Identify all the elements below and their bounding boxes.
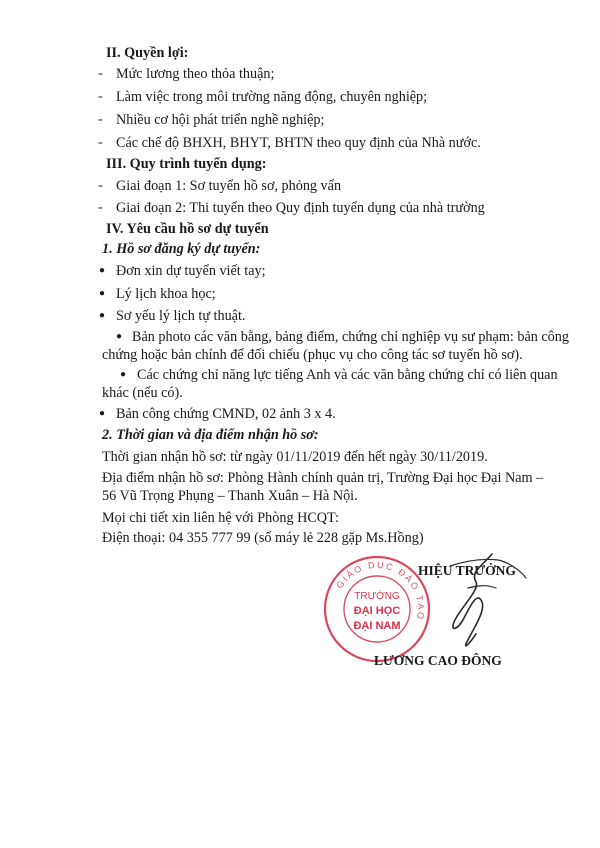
- stamp-ring-text: GIÁO DỤC ĐÀO TẠO: [334, 559, 427, 622]
- section-process-heading: III. Quy trình tuyển dụng:: [106, 156, 267, 172]
- bullet-icon: ●: [120, 369, 127, 380]
- benefit-item: Mức lương theo thỏa thuận;: [116, 66, 275, 82]
- section-requirements-heading: IV. Yêu cầu hồ sơ dự tuyển: [106, 221, 269, 237]
- receive-place-line-2: 56 Vũ Trọng Phụng – Thanh Xuân – Hà Nội.: [102, 488, 358, 504]
- bullet-icon: ●: [116, 331, 123, 342]
- receive-place-line-1: Địa điểm nhận hồ sơ: Phòng Hành chính quản trị, Trường Đại học Đại Nam –: [102, 470, 544, 486]
- requirements-subheading-2: 2. Thời gian và địa điểm nhận hồ sơ:: [102, 427, 319, 443]
- stamp-line-1: TRƯỜNG: [354, 591, 400, 602]
- contact-line: Mọi chi tiết xin liên hệ với Phòng HCQT:: [102, 510, 339, 526]
- dash-icon: -: [98, 135, 103, 150]
- dash-icon: -: [98, 66, 103, 81]
- process-item: Giai đoạn 2: Thi tuyển theo Quy định tuyển dụng của nhà trường: [116, 200, 485, 216]
- requirement-item: Sơ yếu lý lịch tự thuật.: [116, 308, 246, 324]
- requirement-photo-line-1: Bản photo các văn bằng, bảng điểm, chứng chỉ nghiệp vụ sư phạm: bản công: [132, 329, 569, 345]
- stamp-line-2: ĐẠI HỌC: [353, 605, 401, 617]
- requirement-item: Lý lịch khoa học;: [116, 286, 216, 302]
- benefit-item: Các chế độ BHXH, BHYT, BHTN theo quy định của Nhà nước.: [116, 135, 481, 151]
- section-benefits-heading: II. Quyền lợi:: [106, 45, 189, 61]
- benefit-item: Làm việc trong môi trường năng động, chuyên nghiệp;: [116, 89, 428, 105]
- dash-icon: -: [98, 112, 103, 127]
- requirement-photo-line-2: chứng hoặc bản chính để đối chiếu (phục vụ cho công tác sơ tuyển hồ sơ).: [102, 347, 523, 363]
- requirement-cert-line-2: khác (nếu có).: [102, 385, 183, 401]
- handwritten-signature-icon: [380, 548, 530, 658]
- dash-icon: -: [98, 178, 103, 193]
- requirement-cert-line-1: Các chứng chỉ năng lực tiếng Anh và các văn bằng chứng chỉ có liên quan: [137, 367, 558, 383]
- dash-icon: -: [98, 89, 103, 104]
- receive-time-line: Thời gian nhận hồ sơ: từ ngày 01/11/2019 đến hết ngày 30/11/2019.: [102, 449, 488, 465]
- requirement-id-line: Bản công chứng CMND, 02 ảnh 3 x 4.: [116, 406, 336, 422]
- bullet-icon: ●: [99, 265, 106, 276]
- phone-line: Điện thoại: 04 355 777 99 (số máy lẻ 228 gặp Ms.Hồng): [102, 530, 424, 546]
- bullet-icon: ●: [99, 408, 106, 419]
- requirement-item: Đơn xin dự tuyển viết tay;: [116, 263, 266, 279]
- signer-title: HIỆU TRƯỞNG: [418, 563, 516, 578]
- bullet-icon: ●: [99, 288, 106, 299]
- bullet-icon: ●: [99, 310, 106, 321]
- benefit-item: Nhiều cơ hội phát triển nghề nghiệp;: [116, 112, 325, 128]
- process-item: Giai đoạn 1: Sơ tuyển hồ sơ, phỏng vấn: [116, 178, 342, 194]
- dash-icon: -: [98, 200, 103, 215]
- requirements-subheading-1: 1. Hồ sơ đăng ký dự tuyển:: [102, 241, 261, 257]
- stamp-line-3: ĐẠI NAM: [353, 620, 401, 632]
- signer-name: LƯƠNG CAO ĐÔNG: [374, 653, 502, 668]
